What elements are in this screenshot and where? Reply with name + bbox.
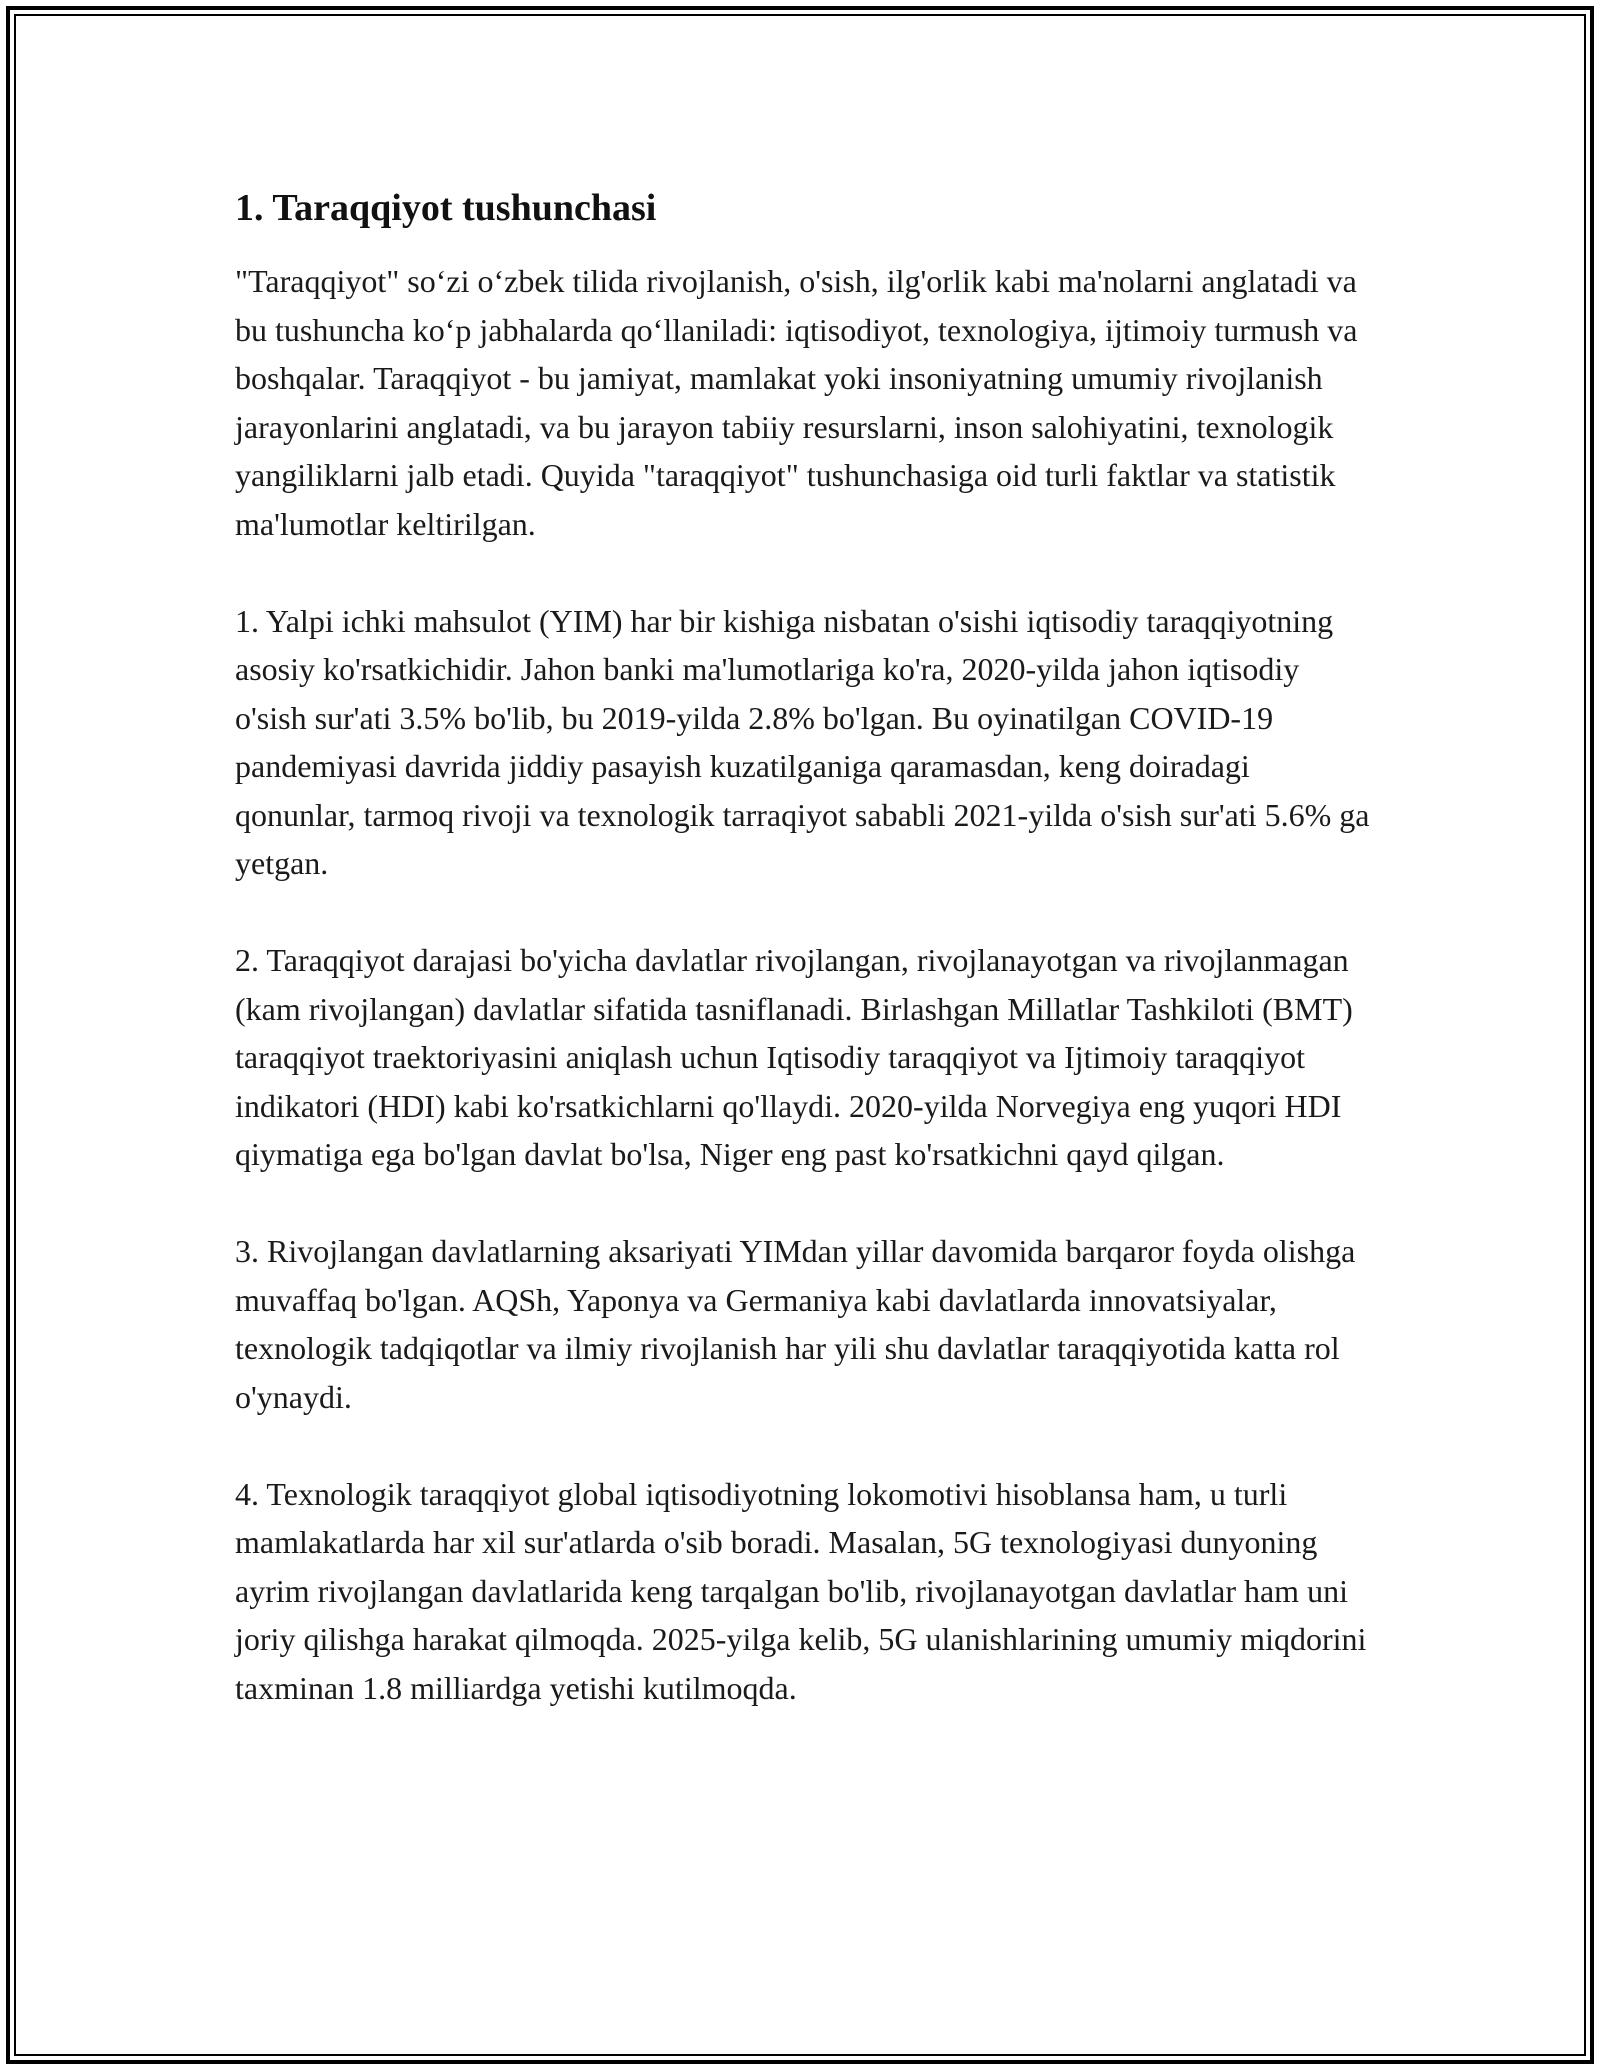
document-body bbox=[235, 185, 1370, 1761]
paragraph-developed-countries: 3. Rivojlangan davlatlarning aksariyati YIMdan yillar davomida barqaror foyda olishga muvaffaq bo'lgan. AQSh, Yaponya va Germaniya kabi davlatlarda innovatsiyalar, texnologik tadqiqotlar va ilmiy rivojlanish har yili shu davlatlar taraqqiyotida katta rol o'ynaydi. bbox=[235, 1233, 1356, 1415]
paragraph-technology-progress: 4. Texnologik taraqqiyot global iqtisodiyotning lokomotivi hisoblansa ham, u turli mamlakatlarda har xil sur'atlarda o'sib boradi. Masalan, 5G texnologiyasi dunyoning ayrim rivojlangan davlatlarida keng tarqalgan bo'lib, rivojlanayotgan davlatlar ham uni joriy qilishga harakat qilmoqda. 2025-yilga kelib, 5G ulanishlarining umumiy miqdorini taxminan 1.8 milliardga yetishi kutilmoqda. bbox=[235, 1475, 1367, 1706]
intro-paragraph: "Taraqqiyot" so‘zi o‘zbek tilida rivojlanish, o'sish, ilg'orlik kabi ma'nolarni anglatadi va bu tushuncha ko‘p jabhalarda qo‘llaniladi: iqtisodiyot, texnologiya, ijtimoiy turmush va boshqalar. Taraqqiyot - bu jamiyat, mamlakat yoki insoniyatning umumiy rivojlanish jarayonlarini anglatadi, va bu jarayon tabiiy resurslarni, inson salohiyatini, texnologik yangiliklarni jalb etadi. Quyida "taraqqiyot" tushunchasiga oid turli faktlar va statistik ma'lumotlar keltirilgan. bbox=[235, 263, 1358, 542]
paragraph-gdp-growth: 1. Yalpi ichki mahsulot (YIM) har bir kishiga nisbatan o'sishi iqtisodiy taraqqiyotning asosiy ko'rsatkichidir. Jahon banki ma'lumotlariga ko'ra, 2020-yilda jahon iqtisodiy o'sish sur'ati 3.5% bo'lib, bu 2019-yilda 2.8% bo'lgan. Bu oyinatilgan COVID-19 pandemiyasi davrida jiddiy pasayish kuzatilganiga qaramasdan, keng doiradagi qonunlar, tarmoq rivoji va texnologik tarraqiyot sababli 2021-yilda o'sish sur'ati 5.6% ga yetgan. bbox=[235, 602, 1370, 881]
document-title: 1. Taraqqiyot tushunchasi bbox=[235, 187, 657, 229]
paragraph-development-levels: 2. Taraqqiyot darajasi bo'yicha davlatlar rivojlangan, rivojlanayotgan va rivojlanmagan (kam rivojlangan) davlatlar sifatida tasniflanadi. Birlashgan Millatlar Tashkiloti (BMT) taraqqiyot traektoriyasini aniqlash uchun Iqtisodiy taraqqiyot va Ijtimoiy taraqqiyot indikatori (HDI) kabi ko'rsatkichlarni qo'llaydi. 2020-yilda Norvegiya eng yuqori HDI qiymatiga ega bo'lgan davlat bo'lsa, Niger eng past ko'rsatkichni qayd qilgan. bbox=[235, 942, 1353, 1172]
